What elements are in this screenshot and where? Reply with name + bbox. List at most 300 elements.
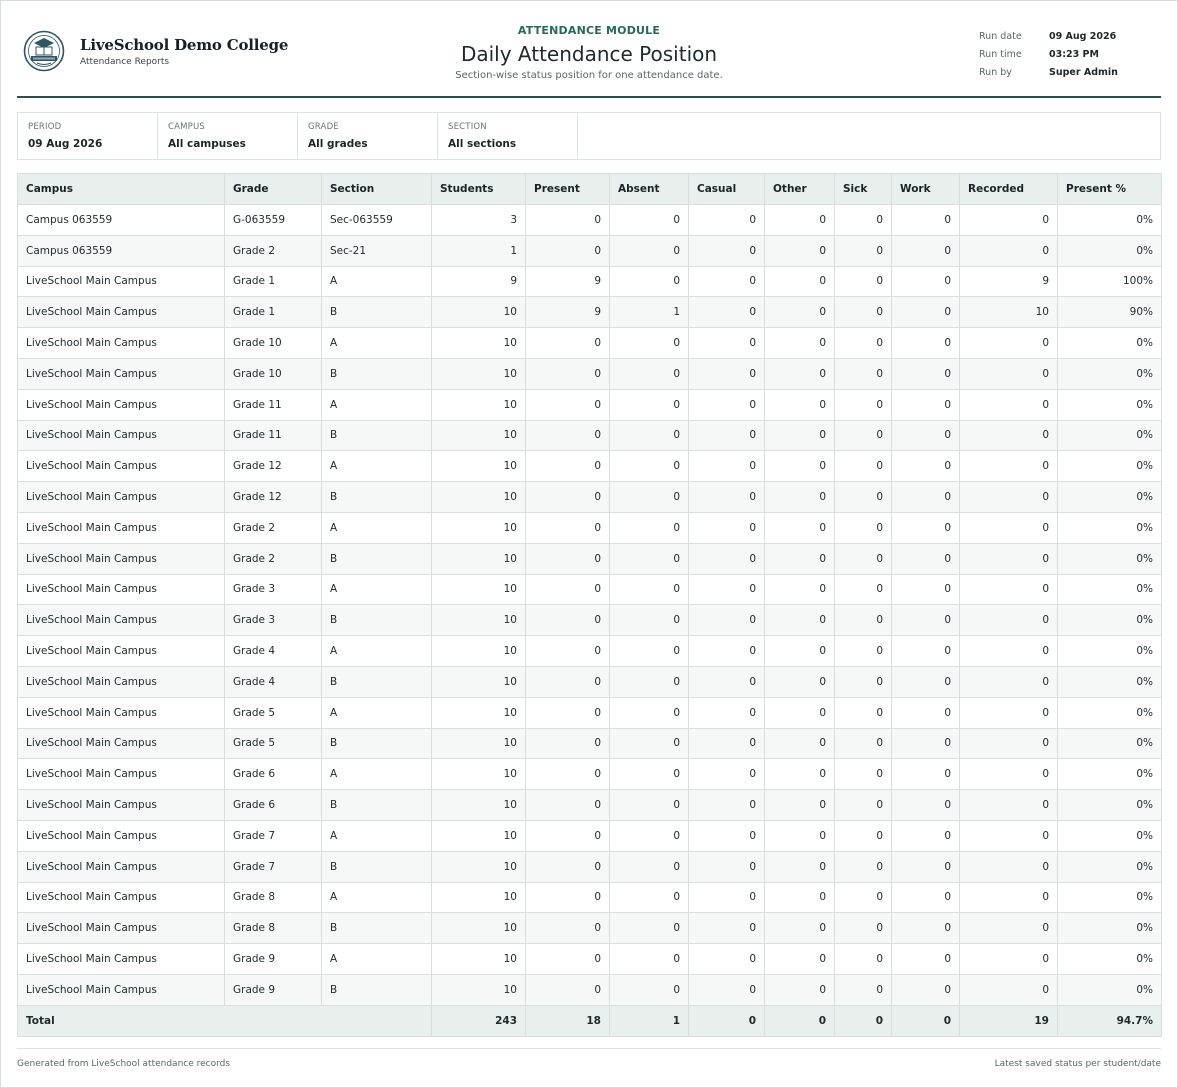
table-cell: LiveSchool Main Campus — [18, 974, 225, 1005]
column-header: Casual — [689, 174, 765, 205]
footer-source-note: Generated from LiveSchool attendance records — [17, 1059, 231, 1069]
table-cell: LiveSchool Main Campus — [18, 451, 225, 482]
table-cell: Grade 8 — [225, 913, 322, 944]
table-cell: B — [322, 605, 432, 636]
total-cell: 1 — [610, 1005, 689, 1036]
filter-section — [438, 113, 578, 159]
table-cell: B — [322, 666, 432, 697]
table-row — [18, 666, 1162, 697]
table-cell: 0 — [892, 512, 960, 543]
table-cell: 0 — [689, 482, 765, 513]
table-cell: Grade 11 — [225, 420, 322, 451]
table-cell: 0% — [1058, 512, 1162, 543]
table-cell: 0 — [960, 574, 1058, 605]
table-body — [18, 205, 1162, 1006]
table-cell: 0% — [1058, 759, 1162, 790]
table-cell: 0 — [835, 790, 892, 821]
table-cell: LiveSchool Main Campus — [18, 882, 225, 913]
table-cell: Grade 2 — [225, 512, 322, 543]
table-cell: Grade 9 — [225, 944, 322, 975]
table-cell: 0 — [835, 851, 892, 882]
table-cell: 0 — [892, 605, 960, 636]
table-cell: LiveSchool Main Campus — [18, 266, 225, 297]
table-cell: 0 — [689, 451, 765, 482]
filter-label: PERIOD — [28, 122, 62, 132]
table-cell: 10 — [960, 297, 1058, 328]
table-cell: 0 — [835, 235, 892, 266]
table-cell: 0 — [689, 297, 765, 328]
table-cell: LiveSchool Main Campus — [18, 697, 225, 728]
table-row — [18, 605, 1162, 636]
table-cell: 0 — [765, 205, 835, 236]
table-cell: 0 — [610, 235, 689, 266]
module-label: ATTENDANCE MODULE — [517, 24, 661, 37]
table-cell: 0 — [526, 759, 610, 790]
table-cell: 0 — [526, 512, 610, 543]
table-cell: 0 — [892, 358, 960, 389]
table-cell: A — [322, 636, 432, 667]
table-cell: 0 — [610, 913, 689, 944]
table-cell: A — [322, 820, 432, 851]
column-header: Sick — [835, 174, 892, 205]
table-cell: LiveSchool Main Campus — [18, 913, 225, 944]
table-cell: 0 — [892, 913, 960, 944]
table-cell: LiveSchool Main Campus — [18, 543, 225, 574]
table-row — [18, 266, 1162, 297]
table-cell: 0 — [689, 358, 765, 389]
table-cell: 0 — [835, 944, 892, 975]
table-cell: 0 — [689, 882, 765, 913]
table-cell: 0 — [526, 851, 610, 882]
table-cell: 0 — [765, 297, 835, 328]
table-cell: 0 — [960, 235, 1058, 266]
table-cell: 0 — [765, 420, 835, 451]
table-cell: 0 — [765, 605, 835, 636]
attendance-table — [17, 173, 1162, 1037]
filter-value: All campuses — [168, 138, 246, 150]
table-cell: 0 — [610, 790, 689, 821]
total-cell: 0 — [689, 1005, 765, 1036]
table-cell: 0 — [689, 944, 765, 975]
table-cell: 0 — [526, 389, 610, 420]
table-cell: 10 — [432, 790, 526, 821]
table-cell: Grade 4 — [225, 636, 322, 667]
table-row — [18, 944, 1162, 975]
table-cell: Grade 10 — [225, 328, 322, 359]
table-cell: 0 — [526, 235, 610, 266]
run-by-value: Super Admin — [1049, 66, 1118, 78]
table-cell: 0% — [1058, 636, 1162, 667]
table-cell: 0% — [1058, 543, 1162, 574]
table-cell: Grade 10 — [225, 358, 322, 389]
table-cell: 0 — [892, 820, 960, 851]
table-cell: 10 — [432, 605, 526, 636]
table-cell: 3 — [432, 205, 526, 236]
report-heading — [389, 24, 789, 81]
table-cell: Grade 5 — [225, 697, 322, 728]
table-cell: 10 — [432, 297, 526, 328]
table-row — [18, 389, 1162, 420]
table-cell: 0 — [689, 666, 765, 697]
table-cell: 10 — [432, 420, 526, 451]
table-cell: Campus 063559 — [18, 205, 225, 236]
table-cell: 0 — [689, 328, 765, 359]
table-cell: 0 — [960, 913, 1058, 944]
table-cell: LiveSchool Main Campus — [18, 358, 225, 389]
table-cell: 0 — [892, 790, 960, 821]
table-cell: 9 — [526, 297, 610, 328]
table-cell: 0 — [892, 574, 960, 605]
table-cell: Grade 4 — [225, 666, 322, 697]
table-cell: A — [322, 944, 432, 975]
table-cell: Grade 2 — [225, 235, 322, 266]
table-cell: 0 — [610, 543, 689, 574]
table-cell: 1 — [432, 235, 526, 266]
table-cell: LiveSchool Main Campus — [18, 328, 225, 359]
table-cell: Grade 12 — [225, 482, 322, 513]
table-cell: 0 — [689, 574, 765, 605]
table-cell: 0 — [526, 913, 610, 944]
table-cell: 0% — [1058, 882, 1162, 913]
table-cell: Grade 1 — [225, 266, 322, 297]
table-cell: 0 — [960, 728, 1058, 759]
table-cell: 0% — [1058, 389, 1162, 420]
table-cell: 0 — [892, 205, 960, 236]
table-cell: 9 — [432, 266, 526, 297]
table-cell: 0% — [1058, 205, 1162, 236]
table-cell: 0 — [892, 235, 960, 266]
table-row — [18, 820, 1162, 851]
table-cell: 0 — [765, 728, 835, 759]
table-cell: 0% — [1058, 574, 1162, 605]
table-cell: 0 — [610, 728, 689, 759]
table-cell: 0 — [765, 882, 835, 913]
table-cell: 0 — [689, 420, 765, 451]
table-cell: 0% — [1058, 697, 1162, 728]
table-cell: B — [322, 420, 432, 451]
total-cell: 94.7% — [1058, 1005, 1162, 1036]
table-cell: 0 — [526, 420, 610, 451]
table-cell: 0 — [835, 266, 892, 297]
run-time-label: Run time — [979, 48, 1022, 60]
table-row — [18, 358, 1162, 389]
table-row — [18, 790, 1162, 821]
column-header: Grade — [225, 174, 322, 205]
total-cell: 19 — [960, 1005, 1058, 1036]
brand — [23, 30, 288, 72]
table-cell: 0 — [610, 512, 689, 543]
table-cell: 0 — [835, 728, 892, 759]
table-cell: 0% — [1058, 820, 1162, 851]
table-cell: 0 — [835, 820, 892, 851]
filter-summary — [17, 112, 1161, 160]
table-cell: LiveSchool Main Campus — [18, 389, 225, 420]
table-cell: 0 — [765, 636, 835, 667]
table-cell: 0 — [835, 297, 892, 328]
table-cell: 0 — [610, 636, 689, 667]
table-cell: 0 — [610, 851, 689, 882]
table-cell: Grade 8 — [225, 882, 322, 913]
table-cell: 0 — [526, 666, 610, 697]
table-cell: 0 — [835, 605, 892, 636]
table-cell: 0 — [610, 666, 689, 697]
table-cell: Sec-21 — [322, 235, 432, 266]
table-cell: 0 — [835, 697, 892, 728]
table-cell: B — [322, 358, 432, 389]
table-cell: 0 — [892, 697, 960, 728]
table-cell: 0% — [1058, 666, 1162, 697]
table-cell: 0 — [835, 636, 892, 667]
table-row — [18, 482, 1162, 513]
table-cell: 0 — [689, 543, 765, 574]
table-cell: 0 — [835, 543, 892, 574]
total-cell: 0 — [892, 1005, 960, 1036]
total-row — [18, 1005, 1162, 1036]
table-cell: 0 — [892, 759, 960, 790]
table-cell: 0% — [1058, 944, 1162, 975]
table-cell: 0 — [689, 235, 765, 266]
table-cell: 0 — [835, 420, 892, 451]
table-row — [18, 297, 1162, 328]
filter-value: 09 Aug 2026 — [28, 138, 103, 150]
table-cell: 0 — [526, 790, 610, 821]
table-cell: 0 — [610, 759, 689, 790]
college-name: LiveSchool Demo College — [80, 35, 289, 54]
table-cell: 0 — [765, 543, 835, 574]
table-cell: 0% — [1058, 974, 1162, 1005]
table-cell: 0 — [610, 358, 689, 389]
table-cell: B — [322, 913, 432, 944]
table-cell: LiveSchool Main Campus — [18, 728, 225, 759]
table-cell: 0 — [689, 512, 765, 543]
column-header: Work — [892, 174, 960, 205]
table-cell: 0 — [835, 666, 892, 697]
table-cell: 0 — [892, 974, 960, 1005]
table-cell: Grade 6 — [225, 759, 322, 790]
table-cell: 0 — [835, 358, 892, 389]
filter-label: SECTION — [448, 122, 487, 132]
table-cell: 0 — [960, 205, 1058, 236]
table-cell: LiveSchool Main Campus — [18, 574, 225, 605]
table-cell: G-063559 — [225, 205, 322, 236]
table-row — [18, 636, 1162, 667]
brand-subtitle: Attendance Reports — [80, 56, 170, 67]
table-cell: 0 — [765, 790, 835, 821]
table-cell: 0 — [610, 974, 689, 1005]
table-cell: 0 — [765, 913, 835, 944]
run-info — [979, 27, 1118, 81]
table-cell: 0 — [765, 974, 835, 1005]
table-cell: 0 — [892, 266, 960, 297]
table-cell: 10 — [432, 944, 526, 975]
filter-period — [18, 113, 158, 159]
table-cell: 0 — [892, 666, 960, 697]
table-cell: 0 — [960, 974, 1058, 1005]
table-header-row — [18, 174, 1162, 205]
table-cell: 0 — [960, 512, 1058, 543]
table-cell: 0 — [526, 636, 610, 667]
table-cell: 0 — [610, 944, 689, 975]
table-cell: 0 — [765, 820, 835, 851]
table-cell: 0 — [526, 205, 610, 236]
table-cell: 0 — [960, 944, 1058, 975]
table-cell: 0 — [689, 790, 765, 821]
footer-status-note: Latest saved status per student/date — [994, 1059, 1161, 1069]
page-subtitle: Section-wise status position for one attendance date. — [455, 70, 723, 81]
table-cell: 10 — [432, 543, 526, 574]
table-cell: LiveSchool Main Campus — [18, 482, 225, 513]
table-cell: B — [322, 543, 432, 574]
table-cell: 0 — [892, 482, 960, 513]
table-row — [18, 851, 1162, 882]
table-cell: 0 — [689, 266, 765, 297]
table-cell: 0 — [765, 328, 835, 359]
table-row — [18, 697, 1162, 728]
table-cell: 0 — [689, 728, 765, 759]
table-row — [18, 205, 1162, 236]
table-cell: 0 — [960, 543, 1058, 574]
table-cell: 0 — [765, 944, 835, 975]
table-cell: 0% — [1058, 851, 1162, 882]
table-cell: 0 — [835, 974, 892, 1005]
table-row — [18, 759, 1162, 790]
total-cell: 243 — [432, 1005, 526, 1036]
table-row — [18, 328, 1162, 359]
table-cell: 0 — [892, 851, 960, 882]
total-cell: 0 — [765, 1005, 835, 1036]
column-header: Campus — [18, 174, 225, 205]
table-cell: 0 — [526, 482, 610, 513]
table-cell: Grade 3 — [225, 605, 322, 636]
table-cell: 10 — [432, 328, 526, 359]
table-cell: Grade 5 — [225, 728, 322, 759]
table-row — [18, 728, 1162, 759]
table-cell: Grade 7 — [225, 851, 322, 882]
table-cell: 0 — [960, 420, 1058, 451]
table-cell: 0 — [892, 728, 960, 759]
table-cell: 0 — [960, 882, 1058, 913]
table-cell: 0 — [892, 944, 960, 975]
table-cell: 0 — [765, 851, 835, 882]
table-cell: Grade 11 — [225, 389, 322, 420]
table-cell: 0 — [892, 297, 960, 328]
table-cell: 0 — [835, 205, 892, 236]
table-cell: 0 — [765, 451, 835, 482]
table-cell: Grade 3 — [225, 574, 322, 605]
table-cell: 0 — [835, 759, 892, 790]
table-cell: A — [322, 266, 432, 297]
table-cell: 10 — [432, 974, 526, 1005]
table-cell: Grade 6 — [225, 790, 322, 821]
table-cell: LiveSchool Main Campus — [18, 944, 225, 975]
table-row — [18, 974, 1162, 1005]
filter-label: CAMPUS — [168, 122, 206, 132]
table-cell: 0 — [835, 451, 892, 482]
table-cell: 1 — [610, 297, 689, 328]
table-cell: A — [322, 759, 432, 790]
table-cell: Grade 12 — [225, 451, 322, 482]
table-cell: 0 — [526, 974, 610, 1005]
table-cell: 0 — [892, 389, 960, 420]
table-cell: 0 — [526, 820, 610, 851]
table-cell: 0% — [1058, 482, 1162, 513]
table-cell: 100% — [1058, 266, 1162, 297]
table-cell: 0% — [1058, 328, 1162, 359]
table-cell: LiveSchool Main Campus — [18, 297, 225, 328]
table-cell: 0 — [610, 389, 689, 420]
table-cell: 9 — [960, 266, 1058, 297]
total-cell: 0 — [835, 1005, 892, 1036]
table-cell: B — [322, 297, 432, 328]
table-cell: 0 — [960, 451, 1058, 482]
table-cell: A — [322, 882, 432, 913]
run-date-value: 09 Aug 2026 — [1049, 30, 1117, 42]
column-header: Section — [322, 174, 432, 205]
table-cell: LiveSchool Main Campus — [18, 851, 225, 882]
table-cell: 0 — [835, 913, 892, 944]
table-cell: Sec-063559 — [322, 205, 432, 236]
table-row — [18, 543, 1162, 574]
table-cell: 0 — [689, 389, 765, 420]
column-header: Other — [765, 174, 835, 205]
table-row — [18, 451, 1162, 482]
table-cell: LiveSchool Main Campus — [18, 759, 225, 790]
table-cell: 10 — [432, 512, 526, 543]
table-cell: 90% — [1058, 297, 1162, 328]
table-cell: 10 — [432, 820, 526, 851]
column-header: Present % — [1058, 174, 1162, 205]
table-cell: A — [322, 328, 432, 359]
report-footer — [17, 1048, 1161, 1069]
table-cell: A — [322, 697, 432, 728]
table-cell: LiveSchool Main Campus — [18, 820, 225, 851]
filter-campus — [158, 113, 298, 159]
table-cell: 0 — [610, 266, 689, 297]
table-cell: 0 — [610, 328, 689, 359]
filter-label: GRADE — [308, 122, 339, 132]
table-cell: 10 — [432, 759, 526, 790]
table-cell: 0 — [526, 451, 610, 482]
table-cell: 10 — [432, 697, 526, 728]
table-cell: 0 — [892, 328, 960, 359]
table-cell: Grade 7 — [225, 820, 322, 851]
table-row — [18, 420, 1162, 451]
table-cell: 0 — [526, 882, 610, 913]
table-cell: 0 — [610, 820, 689, 851]
table-row — [18, 235, 1162, 266]
table-cell: 0 — [892, 451, 960, 482]
table-cell: 0 — [960, 790, 1058, 821]
table-cell: 0 — [765, 666, 835, 697]
table-cell: 10 — [432, 666, 526, 697]
table-cell: A — [322, 451, 432, 482]
table-cell: 0 — [765, 759, 835, 790]
table-cell: 0 — [892, 543, 960, 574]
table-cell: LiveSchool Main Campus — [18, 605, 225, 636]
table-cell: 0 — [835, 574, 892, 605]
table-cell: 0% — [1058, 420, 1162, 451]
table-cell: 0 — [960, 636, 1058, 667]
table-cell: 0 — [835, 389, 892, 420]
table-cell: 0 — [765, 482, 835, 513]
table-cell: B — [322, 728, 432, 759]
table-cell: 0% — [1058, 790, 1162, 821]
page-title: Daily Attendance Position — [460, 42, 718, 66]
table-cell: 0 — [526, 728, 610, 759]
table-cell: 0 — [526, 574, 610, 605]
table-cell: B — [322, 482, 432, 513]
table-cell: 10 — [432, 451, 526, 482]
